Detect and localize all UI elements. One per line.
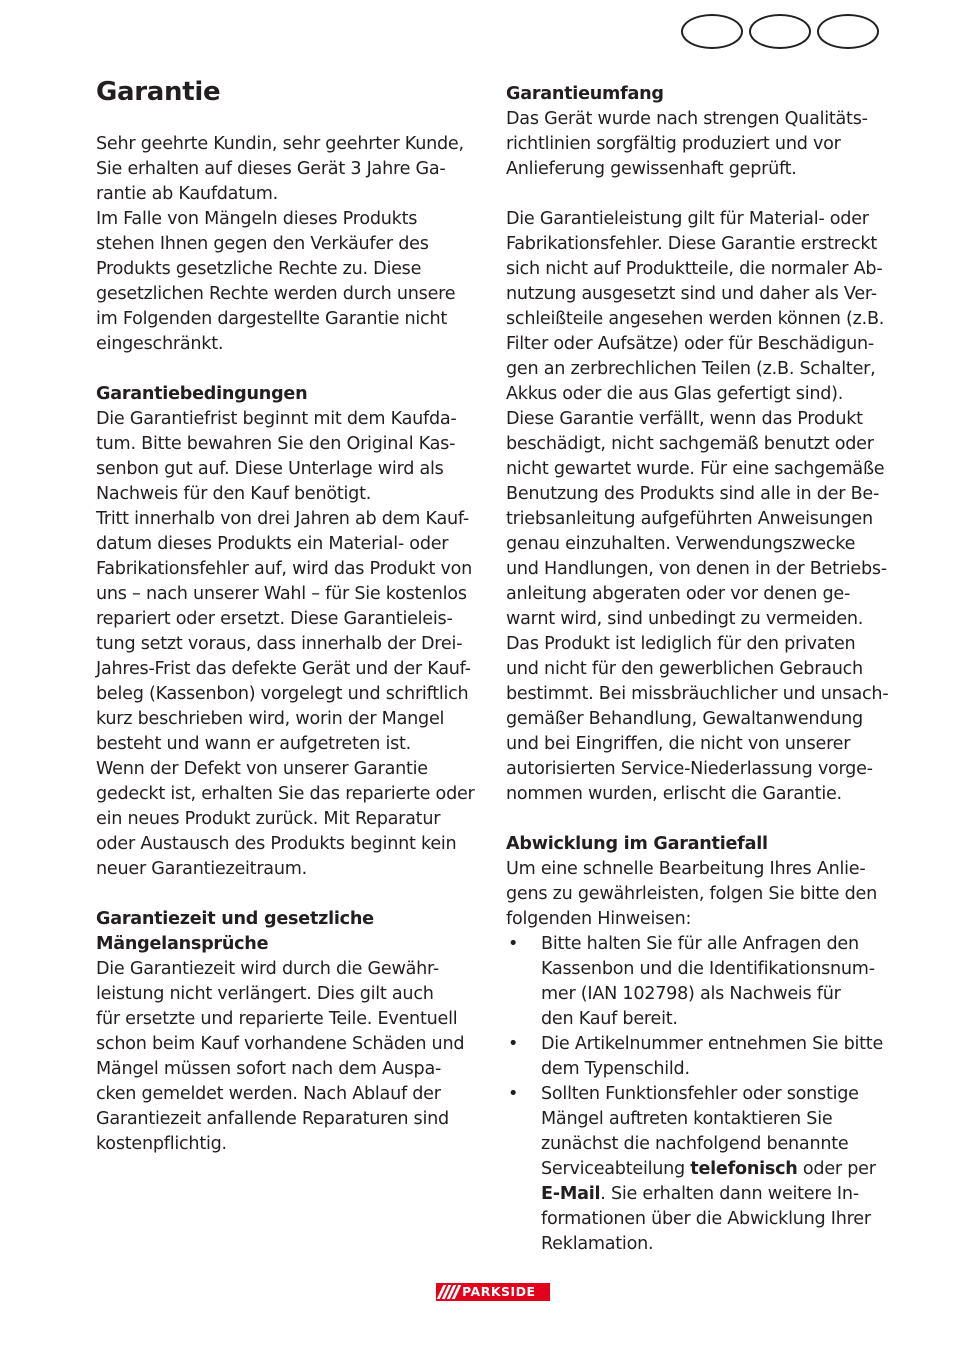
text-line: und bei Eingriffen, die nicht von unserer (506, 734, 851, 754)
text-line: Produkts gesetzliche Rechte zu. Diese (96, 259, 422, 279)
text-span: Serviceabteilung (541, 1159, 691, 1179)
text-line: eingeschränkt. (96, 334, 224, 354)
text-line: richtlinien sorgfältig produziert und vor (506, 134, 841, 154)
language-tab-ovals (681, 14, 879, 49)
text-line: Bitte halten Sie für alle Anfragen den (541, 934, 859, 954)
text-line: dem Typenschild. (541, 1059, 690, 1079)
text-line: und Handlungen, von denen in der Betriebs- (506, 559, 887, 579)
text-line: Reklamation. (541, 1234, 654, 1254)
text-line: Die Garantiezeit wird durch die Gewähr- (96, 959, 439, 979)
text-span: . Sie erhalten dann weitere In- (600, 1184, 859, 1204)
page-title: Garantie (96, 77, 221, 107)
bold-telefonisch: telefonisch (690, 1159, 798, 1179)
bullet-item-receipt (506, 932, 901, 1032)
text-line: schleißteile angesehen werden können (z.B. (506, 309, 885, 329)
bullet-dot: • (508, 1034, 519, 1054)
text-line: gesetzlichen Rechte werden durch unsere (96, 284, 456, 304)
text-line: stehen Ihnen gegen den Verkäufer des (96, 234, 429, 254)
claim-heading: Abwicklung im Garantiefall (506, 834, 768, 854)
text-line: tung setzt voraus, dass innerhalb der Drei- (96, 634, 463, 654)
text-line: triebsanleitung aufgeführten Anweisungen (506, 509, 873, 529)
text-line: Benutzung des Produkts sind alle in der Be- (506, 484, 880, 504)
text-line: Um eine schnelle Bearbeitung Ihres Anlie- (506, 859, 866, 879)
text-line: Mängel auftreten kontaktieren Sie (541, 1109, 833, 1129)
text-line: Das Produkt ist lediglich für den privaten (506, 634, 856, 654)
text-line: senbon gut auf. Diese Unterlage wird als (96, 459, 444, 479)
period-heading-line-2: Mängelansprüche (96, 934, 269, 954)
text-line: Das Gerät wurde nach strengen Qualitäts- (506, 109, 868, 129)
text-span: oder per (797, 1159, 876, 1179)
left-column (96, 132, 486, 1157)
right-column (506, 82, 901, 1257)
text-line: gen an zerbrechlichen Teilen (z.B. Schalter, (506, 359, 876, 379)
intro-paragraph (96, 132, 486, 357)
text-line: folgenden Hinweisen: (506, 909, 692, 929)
text-line: Garantiezeit anfallende Reparaturen sind (96, 1109, 449, 1129)
text-line: nommen wurden, erlischt die Garantie. (506, 784, 842, 804)
text-line: repariert oder ersetzt. Diese Garantieleis- (96, 609, 453, 629)
text-line: Die Artikelnummer entnehmen Sie bitte (541, 1034, 884, 1054)
logo-stripes (440, 1285, 458, 1299)
text-line: nutzung ausgesetzt sind und daher als Ver- (506, 284, 877, 304)
text-line: kostenpflichtig. (96, 1134, 227, 1154)
text-line: kurz beschrieben wird, worin der Mangel (96, 709, 445, 729)
text-line: beschädigt, nicht sachgemäß benutzt oder (506, 434, 874, 454)
text-line: Akkus oder die aus Glas gefertigt sind). (506, 384, 844, 404)
bullet-dot: • (508, 1084, 519, 1104)
text-line: Filter oder Aufsätze) oder für Beschädigun- (506, 334, 875, 354)
text-line: leistung nicht verlängert. Dies gilt auch (96, 984, 434, 1004)
text-line: Die Garantieleistung gilt für Material- oder (506, 209, 869, 229)
scope-paragraph-2 (506, 207, 901, 807)
text-line: Anlieferung gewissenhaft geprüft. (506, 159, 797, 179)
text-line: uns – nach unserer Wahl – für Sie kostenlos (96, 584, 467, 604)
text-line: gedeckt ist, erhalten Sie das reparierte oder (96, 784, 475, 804)
bold-email: E-Mail (541, 1184, 601, 1204)
parkside-logo (436, 1283, 550, 1301)
text-line: und nicht für den gewerblichen Gebrauch (506, 659, 863, 679)
text-line: Fabrikationsfehler auf, wird das Produkt von (96, 559, 473, 579)
text-line: tum. Bitte bewahren Sie den Original Kas- (96, 434, 456, 454)
text-line: neuer Garantiezeitraum. (96, 859, 307, 879)
text-line (541, 1157, 901, 1182)
claim-paragraph (506, 857, 901, 932)
text-line: ein neues Produkt zurück. Mit Reparatur (96, 809, 441, 829)
text-line: genau einzuhalten. Verwendungszwecke (506, 534, 856, 554)
text-line: warnt wird, sind unbedingt zu vermeiden. (506, 609, 864, 629)
language-oval-1 (681, 14, 743, 49)
text-line: zunächst die nachfolgend benannte (541, 1134, 849, 1154)
text-line: autorisierten Service-Niederlassung vorge- (506, 759, 873, 779)
period-heading-line-1: Garantiezeit und gesetzliche (96, 909, 374, 929)
text-line: den Kauf bereit. (541, 1009, 678, 1029)
claim-bullet-list (506, 932, 901, 1257)
text-line: Tritt innerhalb von drei Jahren ab dem Kauf- (96, 509, 469, 529)
period-paragraph (96, 957, 486, 1157)
bullet-item-article-number (506, 1032, 901, 1082)
text-line: Sie erhalten auf dieses Gerät 3 Jahre Ga- (96, 159, 446, 179)
text-line: mer (IAN 102798) als Nachweis für (541, 984, 841, 1004)
text-line: oder Austausch des Produkts beginnt kein (96, 834, 457, 854)
text-line: cken gemeldet werden. Nach Ablauf der (96, 1084, 441, 1104)
text-line: formationen über die Abwicklung Ihrer (541, 1209, 871, 1229)
text-line: gemäßer Behandlung, Gewaltanwendung (506, 709, 863, 729)
text-line: Sehr geehrte Kundin, sehr geehrter Kunde, (96, 134, 464, 154)
text-line: Wenn der Defekt von unserer Garantie (96, 759, 428, 779)
text-line: bestimmt. Bei missbräuchlicher und unsach- (506, 684, 889, 704)
text-line: im Folgenden dargestellte Garantie nicht (96, 309, 448, 329)
text-line: für ersetzte und reparierte Teile. Eventuell (96, 1009, 458, 1029)
conditions-heading: Garantiebedingungen (96, 384, 308, 404)
text-line: Jahres-Frist das defekte Gerät und der Kauf- (96, 659, 471, 679)
text-line: Mängel müssen sofort nach dem Auspa- (96, 1059, 442, 1079)
text-line: rantie ab Kaufdatum. (96, 184, 278, 204)
text-line: Fabrikationsfehler. Diese Garantie erstreckt (506, 234, 877, 254)
text-line: gens zu gewährleisten, folgen Sie bitte den (506, 884, 877, 904)
language-oval-3 (817, 14, 879, 49)
conditions-paragraph (96, 407, 486, 882)
text-line (541, 1182, 901, 1207)
text-line: anleitung abgeraten oder vor denen ge- (506, 584, 851, 604)
text-line: schon beim Kauf vorhandene Schäden und (96, 1034, 465, 1054)
text-line: beleg (Kassenbon) vorgelegt und schriftlich (96, 684, 469, 704)
text-line: Die Garantiefrist beginnt mit dem Kaufda- (96, 409, 457, 429)
text-line: besteht und wann er aufgetreten ist. (96, 734, 411, 754)
text-line: Im Falle von Mängeln dieses Produkts (96, 209, 418, 229)
text-line: Kassenbon und die Identifikationsnum- (541, 959, 875, 979)
text-line: Nachweis für den Kauf benötigt. (96, 484, 372, 504)
bullet-item-contact-service (506, 1082, 901, 1257)
scope-heading: Garantieumfang (506, 84, 664, 104)
text-line: datum dieses Produkts ein Material- oder (96, 534, 449, 554)
logo-brand-text: PARKSIDE (462, 1284, 536, 1299)
text-line: Diese Garantie verfällt, wenn das Produkt (506, 409, 863, 429)
scope-paragraph-1 (506, 107, 901, 182)
text-line: sich nicht auf Produktteile, die normaler Ab- (506, 259, 883, 279)
text-line: Sollten Funktionsfehler oder sonstige (541, 1084, 859, 1104)
bullet-dot: • (508, 934, 519, 954)
language-oval-2 (749, 14, 811, 49)
text-line: nicht gewartet wurde. Für eine sachgemäße (506, 459, 885, 479)
